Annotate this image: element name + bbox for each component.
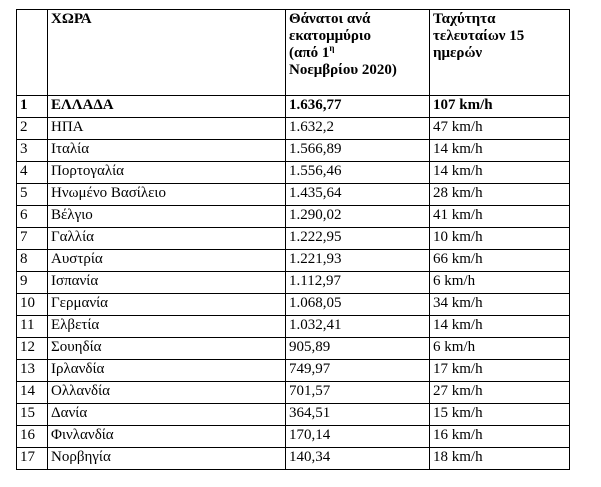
table-row <box>17 382 570 404</box>
row-deaths: 1.636,77 <box>286 96 430 118</box>
row-deaths: 1.435,64 <box>286 184 430 206</box>
row-speed: 107 km/h <box>430 96 570 118</box>
row-deaths: 170,14 <box>286 426 430 448</box>
row-country: ΕΛΛΑΔΑ <box>48 96 286 118</box>
row-deaths: 749,97 <box>286 360 430 382</box>
row-index: 9 <box>17 272 48 294</box>
row-index: 3 <box>17 140 48 162</box>
row-country: Ηνωμένο Βασίλειο <box>48 184 286 206</box>
table-row <box>17 294 570 316</box>
table-row <box>17 206 570 228</box>
row-speed: 14 km/h <box>430 140 570 162</box>
row-index: 8 <box>17 250 48 272</box>
table-row <box>17 338 570 360</box>
header-speed <box>430 10 570 96</box>
row-speed: 34 km/h <box>430 294 570 316</box>
row-speed: 18 km/h <box>430 448 570 470</box>
header-deaths-line1: Θάνατοι ανά <box>289 11 371 27</box>
row-country: Ελβετία <box>48 316 286 338</box>
row-speed: 27 km/h <box>430 382 570 404</box>
row-index: 11 <box>17 316 48 338</box>
row-index: 4 <box>17 162 48 184</box>
table-row <box>17 426 570 448</box>
row-deaths: 1.556,46 <box>286 162 430 184</box>
table-row <box>17 184 570 206</box>
table-row <box>17 448 570 470</box>
row-deaths: 1.068,05 <box>286 294 430 316</box>
row-index: 2 <box>17 118 48 140</box>
row-speed: 17 km/h <box>430 360 570 382</box>
row-country: Πορτογαλία <box>48 162 286 184</box>
row-country: Ιρλανδία <box>48 360 286 382</box>
header-country: ΧΩΡΑ <box>48 10 286 96</box>
row-index: 5 <box>17 184 48 206</box>
row-speed: 6 km/h <box>430 272 570 294</box>
header-deaths-sup: η <box>329 43 335 53</box>
row-country: Βέλγιο <box>48 206 286 228</box>
row-country: Σουηδία <box>48 338 286 360</box>
header-speed-line1: Ταχύτητα <box>433 11 496 27</box>
row-country: Γερμανία <box>48 294 286 316</box>
row-speed: 6 km/h <box>430 338 570 360</box>
row-index: 14 <box>17 382 48 404</box>
row-index: 15 <box>17 404 48 426</box>
row-deaths: 140,34 <box>286 448 430 470</box>
header-deaths-line3: (από 1 <box>289 45 330 61</box>
row-speed: 16 km/h <box>430 426 570 448</box>
row-index: 10 <box>17 294 48 316</box>
table-row <box>17 96 570 118</box>
row-index: 17 <box>17 448 48 470</box>
table-row <box>17 250 570 272</box>
table-row <box>17 118 570 140</box>
row-index: 16 <box>17 426 48 448</box>
row-country: Ολλανδία <box>48 382 286 404</box>
row-country: ΗΠΑ <box>48 118 286 140</box>
row-deaths: 364,51 <box>286 404 430 426</box>
header-row <box>17 10 570 96</box>
row-speed: 28 km/h <box>430 184 570 206</box>
header-deaths <box>286 10 430 96</box>
row-country: Δανία <box>48 404 286 426</box>
row-speed: 14 km/h <box>430 162 570 184</box>
row-deaths: 1.222,95 <box>286 228 430 250</box>
row-speed: 14 km/h <box>430 316 570 338</box>
row-country: Φινλανδία <box>48 426 286 448</box>
row-deaths: 1.221,93 <box>286 250 430 272</box>
table-row <box>17 162 570 184</box>
row-country: Ιταλία <box>48 140 286 162</box>
header-speed-line2: τελευταίων 15 <box>433 28 525 44</box>
row-deaths: 1.290,02 <box>286 206 430 228</box>
row-deaths: 905,89 <box>286 338 430 360</box>
row-country: Γαλλία <box>48 228 286 250</box>
table-row <box>17 404 570 426</box>
row-country: Αυστρία <box>48 250 286 272</box>
row-deaths: 1.112,97 <box>286 272 430 294</box>
row-speed: 10 km/h <box>430 228 570 250</box>
header-deaths-line2: εκατομμύριο <box>289 28 372 44</box>
row-index: 12 <box>17 338 48 360</box>
table-row <box>17 228 570 250</box>
table-row <box>17 316 570 338</box>
table-row <box>17 360 570 382</box>
row-deaths: 1.032,41 <box>286 316 430 338</box>
row-deaths: 701,57 <box>286 382 430 404</box>
row-index: 1 <box>17 96 48 118</box>
row-deaths: 1.566,89 <box>286 140 430 162</box>
table-row <box>17 272 570 294</box>
table-row <box>17 140 570 162</box>
row-country: Νορβηγία <box>48 448 286 470</box>
row-speed: 15 km/h <box>430 404 570 426</box>
header-index <box>17 10 48 96</box>
row-deaths: 1.632,2 <box>286 118 430 140</box>
row-speed: 41 km/h <box>430 206 570 228</box>
header-deaths-line4: Νοεμβρίου 2020) <box>289 62 397 78</box>
row-index: 7 <box>17 228 48 250</box>
row-speed: 47 km/h <box>430 118 570 140</box>
row-speed: 66 km/h <box>430 250 570 272</box>
deaths-speed-table <box>16 9 570 470</box>
row-index: 6 <box>17 206 48 228</box>
row-country: Ισπανία <box>48 272 286 294</box>
header-speed-line3: ημερών <box>433 45 483 61</box>
row-index: 13 <box>17 360 48 382</box>
